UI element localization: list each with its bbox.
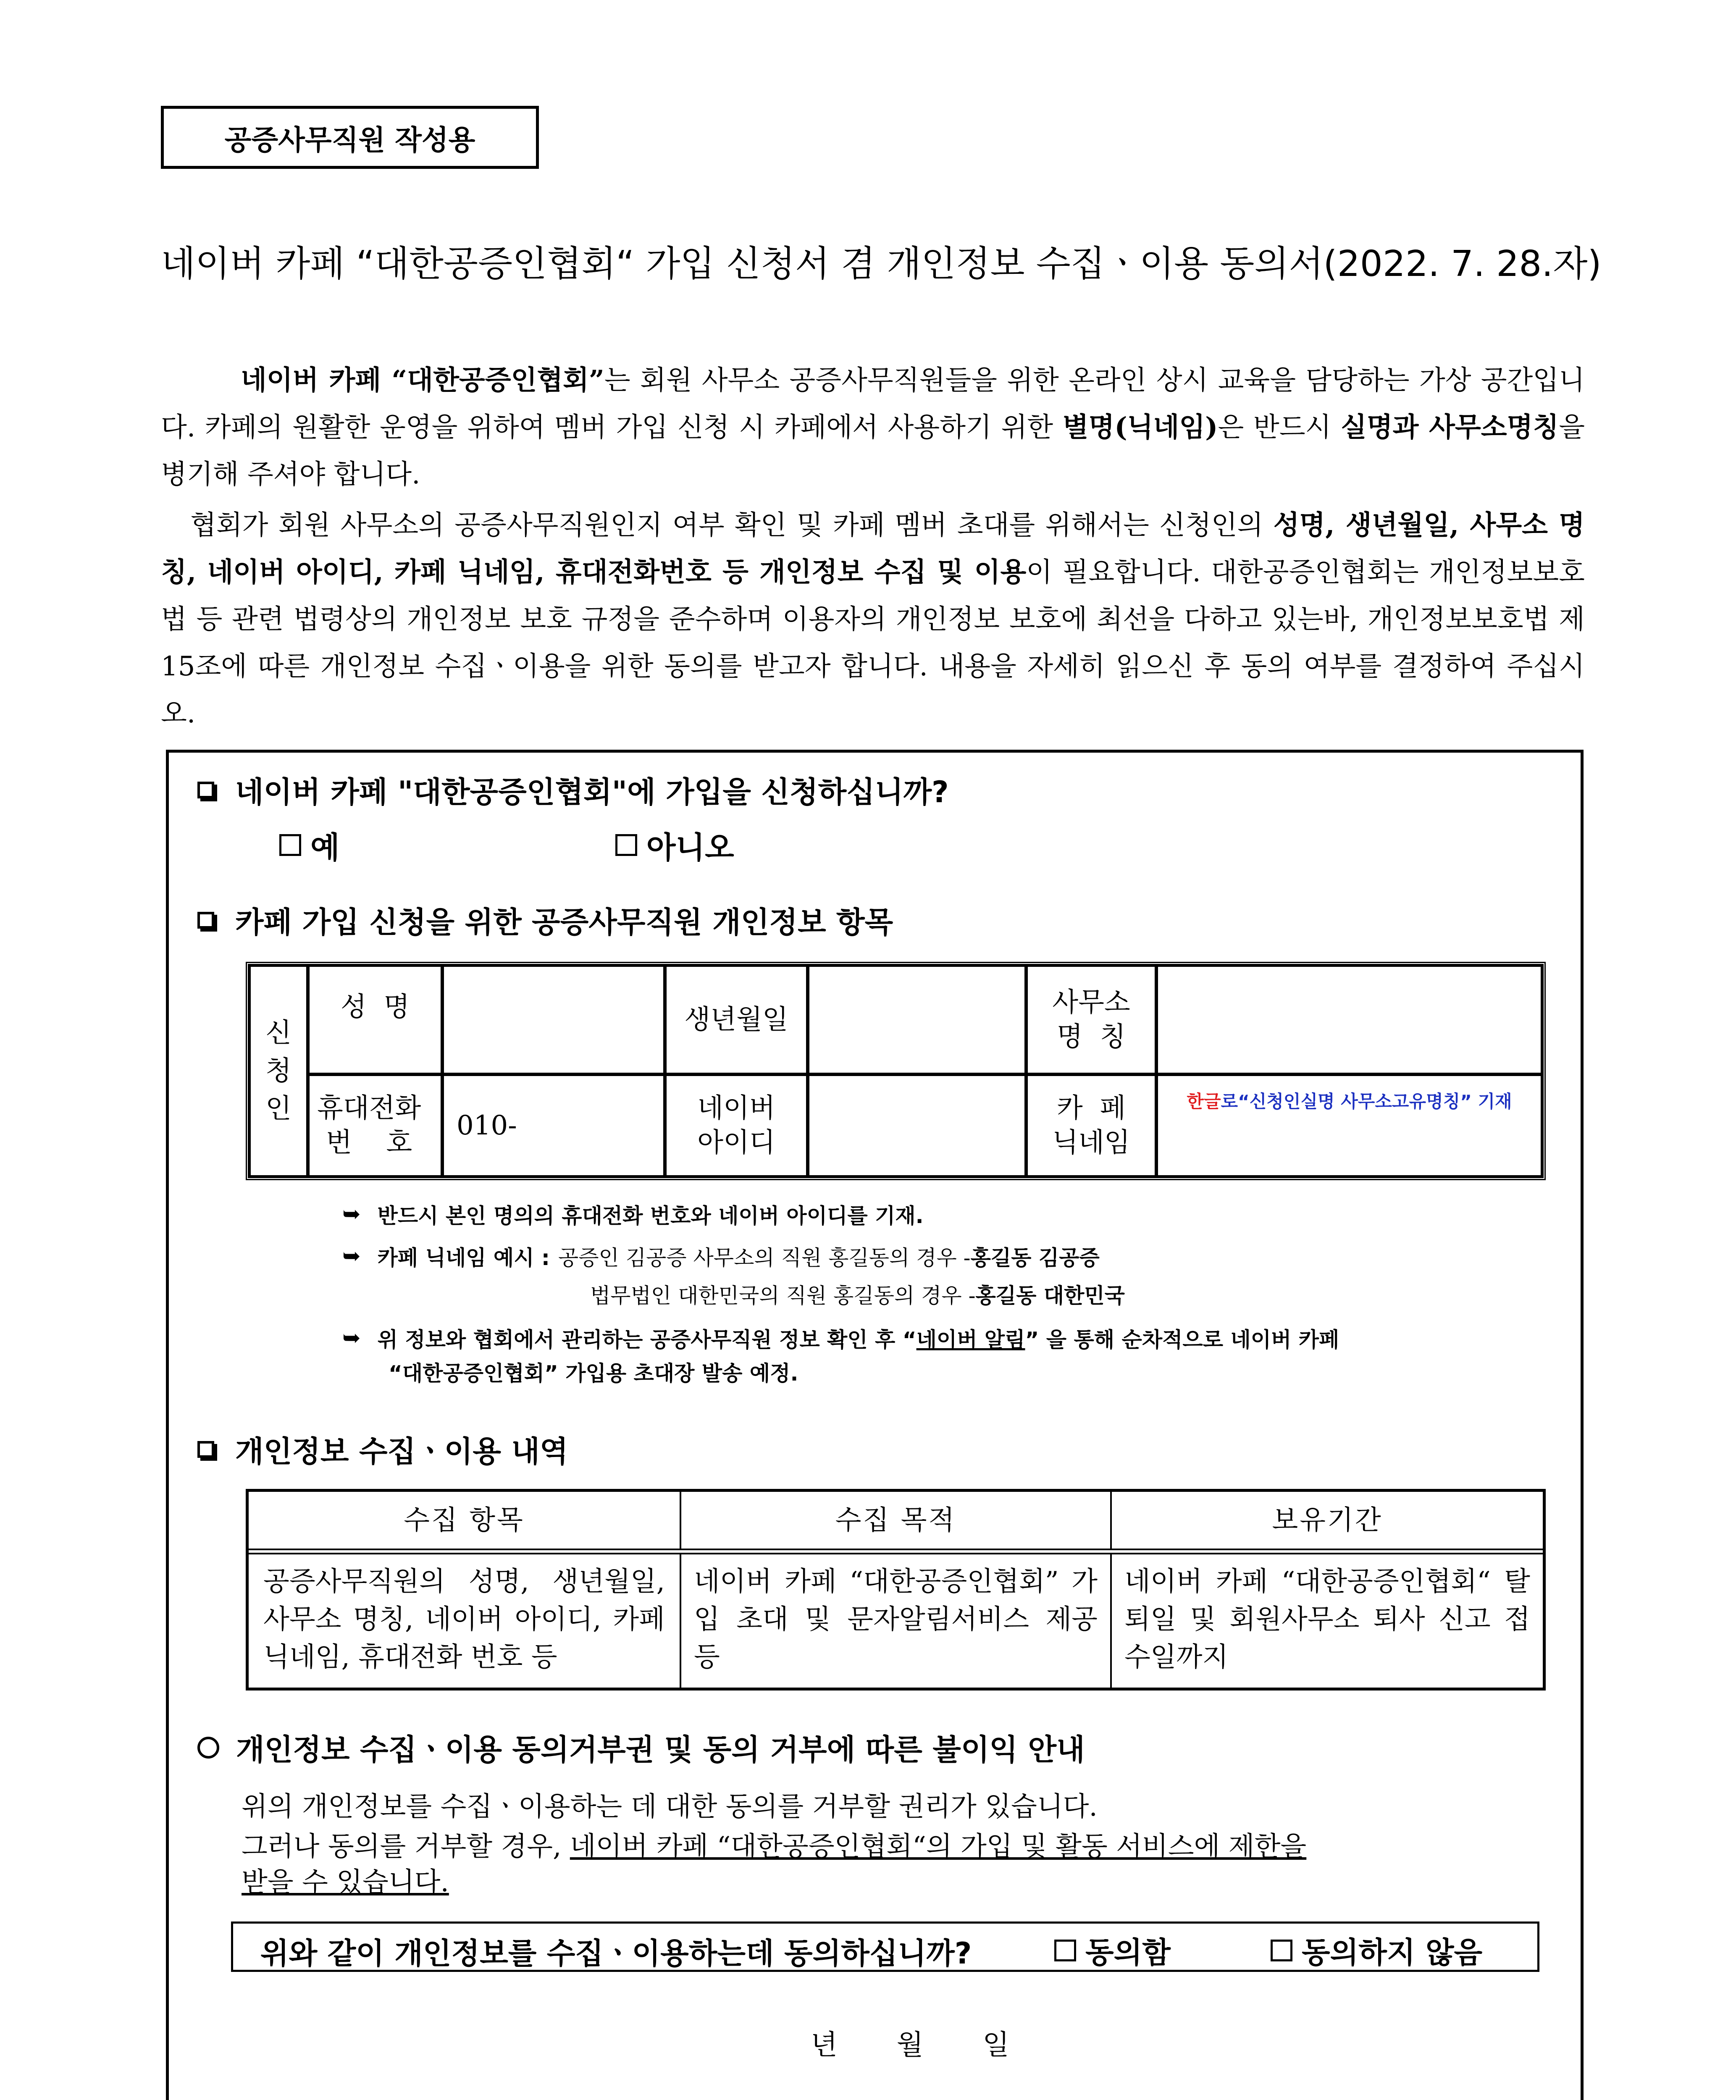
note-2-example-2: 법무법인 대한민국의 직원 홍길동의 경우 - [590,1284,976,1308]
checkbox-icon[interactable] [279,834,301,856]
date-line[interactable]: 년 월 일 [811,2029,1012,2061]
collection-cell-purpose: 네이버 카페 “대한공증인협회” 가입 초대 및 문자알림서비스 제공 등 [681,1554,1112,1688]
circle-bullet-icon [197,1737,219,1759]
intro-text: 은 반드시 [1218,412,1341,443]
join-yes-option[interactable] [279,823,340,867]
square-bullet-icon [197,1441,214,1458]
office-name-row [546,2096,1070,2100]
phone-field[interactable]: 010- [442,1074,665,1177]
collection-heading-text: 개인정보 수집ㆍ이용 내역 [235,1434,568,1469]
intro-bold: 성명, 생년월일, 사무소 명칭, 네이버 아이디, 카페 닉네임, 휴대전화번호 등 개인정보 수집 및 이용 [161,509,1585,588]
refusal-line-2 [242,1825,1554,1864]
consent-disagree-option[interactable] [1271,1929,1482,1971]
writer-label: 공증사무직원 작성용 [224,123,475,156]
note-3-line-2 [389,1357,798,1387]
intro-paragraph-1 [161,357,1585,498]
note-1-text: 반드시 본인 명의의 휴대전화 번호와 네이버 아이디를 기재. [377,1204,924,1228]
note-2-line-2 [590,1279,1125,1309]
applicant-side-label: 신 청 인 [249,965,308,1177]
personal-info-heading [197,899,893,941]
nickname-field[interactable] [1156,1074,1542,1177]
office-name-label [546,2096,696,2100]
document-title: 네이버 카페 “대한공증인협회“ 가입 신청서 겸 개인정보 수집ㆍ이용 동의서(2022. 7. 28.자) [161,243,1602,285]
refusal-line-3: 받을 수 있습니다. [242,1867,449,1898]
naver-id-field[interactable] [808,1074,1026,1177]
birth-field[interactable] [808,965,1026,1074]
note-1 [342,1199,924,1229]
refusal-heading [197,1726,1085,1769]
nickname-note: “신청인실명 사무소고유명칭” 기재 [1238,1091,1512,1112]
checkbox-icon[interactable] [1054,1940,1076,1961]
join-no-label: 아니오 [646,830,734,865]
note-3-text-a: 위 정보와 협회에서 관리하는 공증사무직원 정보 확인 후 “ [377,1328,917,1352]
note-2-example-1: 공증인 김공증 사무소의 직원 홍길동의 경우 - [558,1246,971,1270]
note-3-underlined: 네이버 알림 [916,1328,1025,1352]
collection-heading [197,1428,568,1470]
intro-text: 이 필요합니다. 대한공증인협회는 개인정보보호법 등 관련 법령상의 개인정보 보호 규정을 준수하며 이용자의 개인정보 보호에 최선을 다하고 있는바, 개인정보보호법 제15조에 따른 개인정보 수집ㆍ이용을 위한 동의를 받고자 합니다. 내용을 자세히 읽으신 후 동의 여부를 결정하여 주십시오. [161,557,1585,729]
arrow-icon: ➥ [342,1326,361,1351]
header-double-line [249,1549,1543,1554]
note-3 [342,1323,1339,1353]
square-bullet-icon [197,782,214,798]
refusal-line-2-text: 그러나 동의를 거부할 경우, [242,1831,570,1862]
join-no-option[interactable] [615,823,734,867]
naver-id-label: 네이버 아이디 [665,1074,808,1177]
intro-bold: 실명과 사무소명칭 [1341,412,1559,443]
note-2-label: 카페 닉네임 예시 : [377,1246,550,1270]
nickname-label: 카 페 닉네임 [1026,1074,1156,1177]
collection-cell-retention: 네이버 카페 “대한공증인협회“ 탈퇴일 및 회원사무소 퇴사 신고 접수일까지 [1124,1566,1530,1673]
note-3-text-c: “대한공증인협회” 가입용 초대장 발송 예정. [389,1361,798,1386]
name-field[interactable] [442,965,665,1074]
arrow-icon: ➥ [342,1244,361,1269]
note-3-text-b: ” 을 통해 순차적으로 네이버 카페 [1025,1328,1339,1352]
checkbox-icon[interactable] [1271,1940,1292,1961]
join-yes-label: 예 [310,830,340,865]
nickname-note-red: 한글 [1187,1091,1221,1112]
collection-header-purpose: 수집 목적 [681,1492,1112,1549]
nickname-note-blue: 로 [1221,1091,1238,1112]
intro-bold: 별명(닉네임) [1062,412,1218,443]
consent-question: 위와 같이 개인정보를 수집ㆍ이용하는데 동의하십니까? [260,1936,972,1971]
applicant-info-table [246,962,1546,1180]
collection-header-retention: 보유기간 [1272,1504,1383,1536]
collection-table [246,1489,1546,1690]
intro-text: 협회가 회원 사무소의 공증사무직원인지 여부 확인 및 카페 멤버 초대를 위해서는 신청인의 [190,510,1274,541]
consent-disagree-label: 동의하지 않음 [1302,1935,1483,1970]
office-label: 사무소 명 칭 [1026,965,1156,1074]
collection-header-items: 수집 항목 [249,1492,681,1549]
name-label: 성 명 [308,965,442,1074]
refusal-line-1: 위의 개인정보를 수집ㆍ이용하는 데 대한 동의를 거부할 권리가 있습니다. [242,1791,1098,1822]
intro-cafe-name: 네이버 카페 “대한공증인협회” [241,365,604,396]
phone-label: 휴대전화 번 호 [308,1074,442,1177]
note-2-example-2-bold: 홍길동 대한민국 [975,1283,1125,1308]
note-2 [342,1241,1100,1271]
consent-agree-label: 동의함 [1085,1935,1171,1970]
square-bullet-icon [197,912,214,929]
writer-label-box [161,106,539,169]
refusal-heading-text: 개인정보 수집ㆍ이용 동의거부권 및 동의 거부에 따른 불이익 안내 [236,1732,1085,1767]
refusal-line-2-underlined: 네이버 카페 “대한공증인협회“의 가입 및 활동 서비스에 제한을 [570,1831,1307,1862]
arrow-icon: ➥ [342,1202,361,1227]
collection-cell-items: 공증사무직원의 성명, 생년월일, 사무소 명칭, 네이버 아이디, 카페 닉네임, 휴대전화 번호 등 [249,1554,681,1688]
office-field[interactable] [1156,965,1542,1074]
checkbox-icon[interactable] [615,834,637,856]
consent-agree-option[interactable] [1054,1929,1171,1971]
intro-text: 는 회원 사무소 공증사무직원들을 위한 온라인 상시 교육을 담당하는 가상 공간입니다. 카페의 원활한 운영을 위하여 멤버 가입 신청 시 카페에서 사용하기 위한 [161,365,1585,443]
personal-info-heading-text: 카페 가입 신청을 위한 공증사무직원 개인정보 항목 [235,905,893,940]
intro-text: 을 병기해 주셔야 합니다. [161,412,1585,490]
intro-paragraph-2 [161,502,1585,737]
join-question-text: 네이버 카페 "대한공증인협회"에 가입을 신청하십니까? [235,775,949,809]
note-2-example-1-bold: 홍길동 김공증 [970,1245,1100,1270]
birth-label: 생년월일 [665,965,808,1074]
join-question [197,769,949,811]
